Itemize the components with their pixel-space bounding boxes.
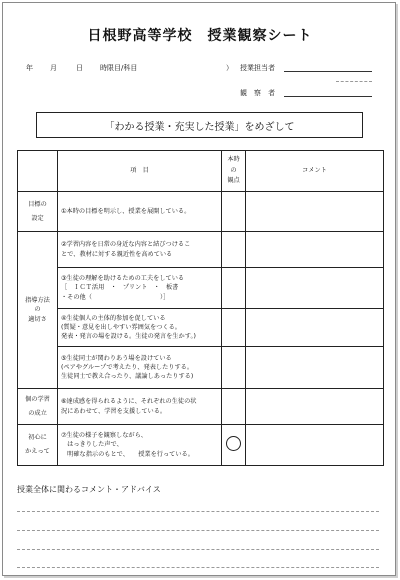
advice-line-2[interactable] [17,530,379,531]
advice-line-1[interactable] [17,511,379,512]
table-row [18,268,384,309]
teacher-name-line[interactable] [284,71,372,72]
viewpoint-cell-3[interactable] [222,268,246,309]
viewpoint-cell-7[interactable] [222,425,246,466]
table-row [18,425,384,466]
teacher-extra-line [336,81,372,82]
teacher-label: 授業担当者 [240,64,275,72]
comment-cell-2[interactable] [246,232,384,268]
page-title: 日根野高等学校 授業観察シート [87,28,313,44]
comment-cell-4[interactable] [246,309,384,347]
table-row [18,309,384,347]
category-goal-setting: 目標の 設定 [18,192,58,232]
item-7: ⑦生徒の様子を観察しながら、 はっきりした声で、 明確な指示のもとで、 授業を行っている。 [58,425,222,466]
advice-title: 授業全体に関わるコメント・アドバイス [17,485,161,494]
month-label: 月 [50,64,57,72]
comment-cell-3[interactable] [246,268,384,309]
table-header-row [18,151,384,192]
viewpoint-cell-6[interactable] [222,389,246,425]
header-category-cell [18,151,58,192]
day-label: 日 [76,64,83,72]
observation-table [17,150,384,466]
viewpoint-cell-1[interactable] [222,192,246,232]
viewpoint-cell-2[interactable] [222,232,246,268]
table-row [18,347,384,389]
category-individual-learning: 個の学習 の成立 [18,389,58,425]
year-label: 年 [26,64,33,72]
item-2: ②学習内容を日常の身近な内容と結びつけるこ とで、教材に対する親近性を高めている [58,232,222,268]
viewpoint-cell-4[interactable] [222,309,246,347]
paren-close: ） [226,64,233,72]
advice-line-4[interactable] [17,567,379,568]
item-4: ④生徒個人の主体的参加を促している (質疑・意見を出しやすい雰囲気をつくる。 発表・発言の場を設ける。生徒の発言を生かす。) [58,309,222,347]
circle-mark-icon [226,436,241,451]
comment-cell-5[interactable] [246,347,384,389]
item-6: ⑥達成感を得られるように、それぞれの生徒の状 況にあわせて、学習を支援している。 [58,389,222,425]
period-subject-label: 時限目/科目 [100,64,138,72]
goal-text: 「わかる授業・充実した授業」をめざして [104,121,295,133]
category-teaching-method: 指導方法 の 適切さ [18,232,58,389]
item-3: ③生徒の理解を助けるための工夫をしている ［ ＩＣＴ活用 ・ プリント ・ 板書 ・その他（ ）］ [58,268,222,309]
observer-label: 観 察 者 [240,89,275,97]
table-row [18,232,384,268]
header-item: 項 目 [58,151,222,192]
observer-name-line[interactable] [284,96,372,97]
category-back-to-basics: 初心に かえって [18,425,58,466]
header-viewpoint: 本時 の 観点 [222,151,246,192]
comment-cell-7[interactable] [246,425,384,466]
comment-cell-6[interactable] [246,389,384,425]
goal-box [36,112,363,138]
advice-line-3[interactable] [17,549,379,550]
item-5: ⑤生徒同士が関わりあう場を設けている (ペアやグループで考えたり、発表したりする。 生徒同士で教え合ったり、議論しあったりする) [58,347,222,389]
header-comment: コメント [246,151,384,192]
comment-cell-1[interactable] [246,192,384,232]
table-row [18,389,384,425]
viewpoint-cell-5[interactable] [222,347,246,389]
table-row [18,192,384,232]
item-1: ①本時の目標を明示し、授業を展開している。 [58,192,222,232]
